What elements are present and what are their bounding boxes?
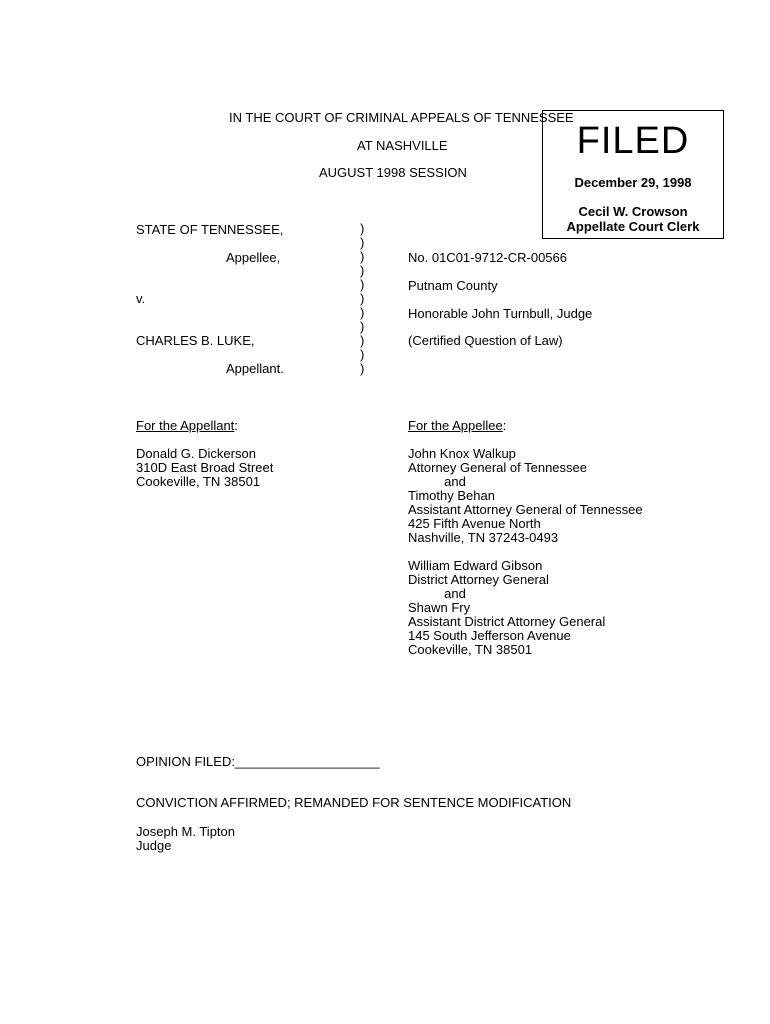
appellee-counsel-heading <box>408 419 506 433</box>
caption-versus: v. <box>136 291 146 306</box>
filed-stamp <box>542 110 724 239</box>
appellee-counsel-heading-colon: : <box>502 418 507 433</box>
opinion-filed-line: OPINION FILED:____________________ <box>136 754 380 769</box>
caption-paren: ) <box>360 263 365 278</box>
author-name: Joseph M. Tipton <box>136 824 235 839</box>
disposition: CONVICTION AFFIRMED; REMANDED FOR SENTENCE MODIFICATION <box>136 795 572 810</box>
court-location: AT NASHVILLE <box>357 138 448 153</box>
author-title: Judge <box>136 838 172 853</box>
case-judge: Honorable John Turnbull, Judge <box>408 306 593 321</box>
filed-stamp-clerk-title: Appellate Court Clerk <box>566 219 700 234</box>
caption-paren: ) <box>360 333 365 348</box>
caption-paren: ) <box>360 305 365 320</box>
appellant-counsel-heading <box>136 419 238 433</box>
caption-paren: ) <box>360 221 365 236</box>
case-note: (Certified Question of Law) <box>408 333 563 348</box>
case-number: No. 01C01-9712-CR-00566 <box>408 250 567 265</box>
caption-defendant-role: Appellant. <box>226 361 284 376</box>
caption-paren: ) <box>360 319 365 334</box>
caption-paren: ) <box>360 347 365 362</box>
case-county: Putnam County <box>408 278 498 293</box>
appellee-counsel-block-district-attorney: William Edward Gibson District Attorney General and Shawn Fry Assistant District Attorney General 145 South Jefferson Avenue Cookeville, TN 38501 <box>408 558 606 657</box>
caption-paren: ) <box>360 249 365 264</box>
caption-defendant: CHARLES B. LUKE, <box>136 333 255 348</box>
caption-paren: ) <box>360 277 365 292</box>
appellant-counsel-heading-text: For the Appellant <box>136 418 235 433</box>
caption-paren: ) <box>360 291 365 306</box>
appellant-counsel-heading-colon: : <box>234 418 238 433</box>
caption-plaintiff-role: Appellee, <box>226 250 281 265</box>
court-session: AUGUST 1998 SESSION <box>319 165 467 180</box>
filed-stamp-label: FILED <box>576 120 690 162</box>
appellee-counsel-block-attorney-general: John Knox Walkup Attorney General of Tennessee and Timothy Behan Assistant Attorney General of Tennessee 425 Fifth Avenue North Nashville, TN 37243-0493 <box>408 446 643 545</box>
caption-plaintiff: STATE OF TENNESSEE, <box>136 222 284 237</box>
caption-paren: ) <box>360 361 365 376</box>
filed-stamp-date: December 29, 1998 <box>574 175 692 190</box>
filed-stamp-clerk-name: Cecil W. Crowson <box>578 204 688 219</box>
caption-bracket <box>360 222 364 376</box>
appellee-counsel-heading-text: For the Appellee <box>408 418 503 433</box>
caption-paren: ) <box>360 235 365 250</box>
appellant-counsel-block: Donald G. Dickerson 310D East Broad Street Cookeville, TN 38501 <box>136 446 274 489</box>
court-title: IN THE COURT OF CRIMINAL APPEALS OF TENNESSEE <box>229 110 574 125</box>
